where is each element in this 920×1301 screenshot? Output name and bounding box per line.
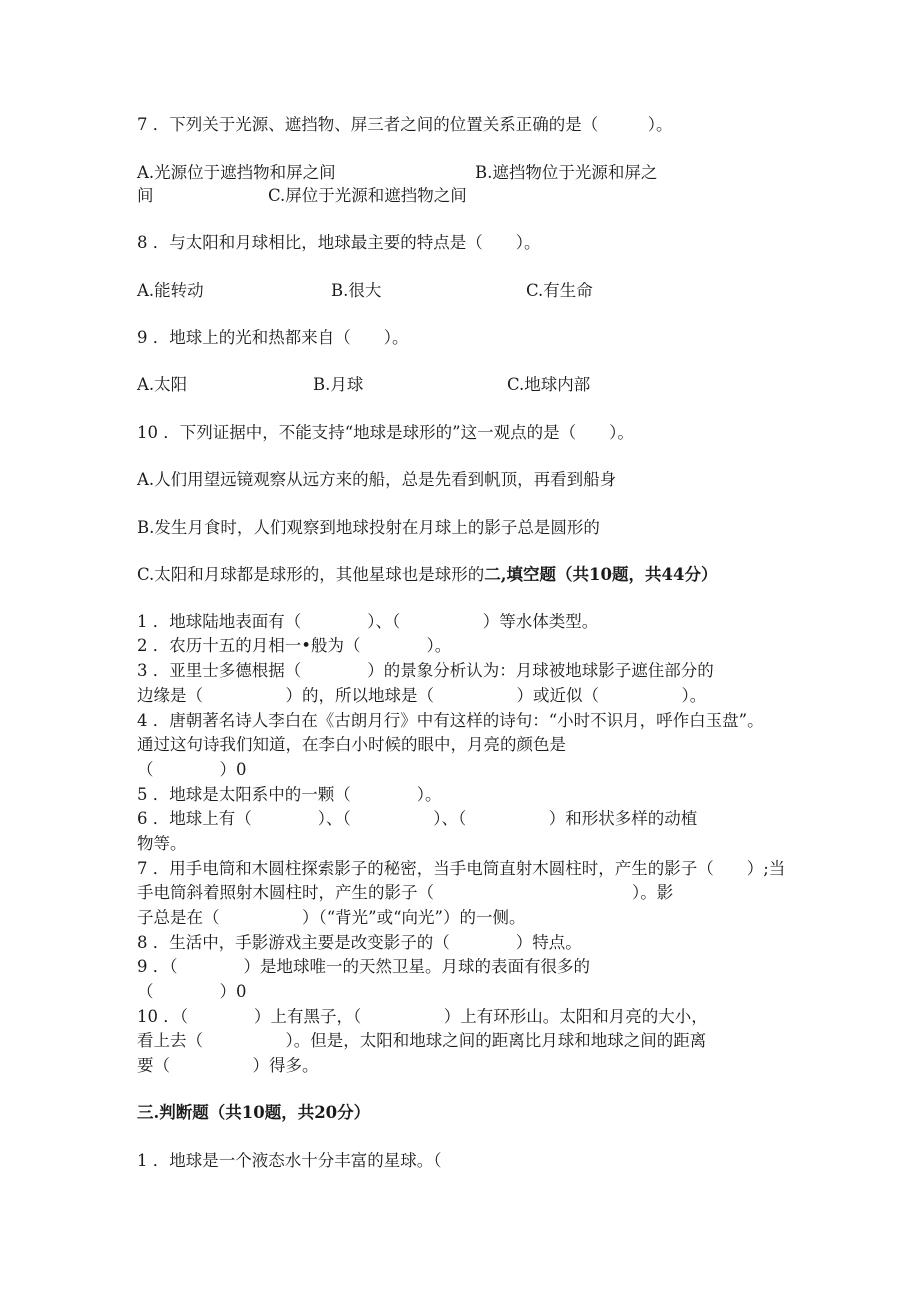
question-7-option-a: A.光源位于遮挡物和屏之间 [137,163,336,182]
question-9-option-c: C.地球内部 [507,375,591,394]
fill-line-5: 4 ．唐朝著名诗人李白在《古朗月行》中有这样的诗句：“小时不识月，呼作白玉盘”。 [137,711,764,730]
fill-line-19: 要（ ）得多。 [137,1056,319,1075]
section-3-heading: 三.判断题（共10题，共20分） [137,1103,371,1122]
question-10-option-b: B.发生月食时，人们观察到地球投射在月球上的影子总是圆形的 [137,518,600,537]
fill-line-14: 8 ．生活中，手影游戏主要是改变影子的（ ）特点。 [137,933,582,952]
fill-line-1: 1 ．地球陆地表面有（ ）、（ ）等水体类型。 [137,612,599,631]
fill-line-6: 通过这句诗我们知道，在李白小时候的眼中，月亮的颜色是 [137,735,566,754]
question-7-option-b-tail: 间 [137,186,154,205]
question-10-option-a: A.人们用望远镜观察从远方来的船，总是先看到帆顶，再看到船身 [137,470,617,489]
fill-line-7: （ ）0 [137,760,247,779]
fill-line-18: 看上去（ ）。但是，太阳和地球之间的距离比月球和地球之间的距离 [137,1031,707,1050]
question-10-stem: 10 ．下列证据中，不能支持“地球是球形的”这一观点的是（ ）。 [137,423,634,442]
fill-line-3: 3 ．亚里士多德根据（ ）的景象分析认为：月球被地球影子遮住部分的 [137,661,714,680]
question-9-stem: 9 ．地球上的光和热都来自（ ）。 [137,328,409,347]
fill-line-16: （ ）0 [137,982,247,1001]
question-10-option-c-line [137,564,717,586]
fill-line-15: 9 ．（ ）是地球唯一的天然卫星。月球的表面有很多的 [137,957,590,976]
section-2-heading: 二,填空题（共10题，共44分） [484,565,718,584]
question-8-option-c: C.有生命 [526,281,593,300]
question-9-option-b: B.月球 [313,375,364,394]
fill-line-9: 6 ．地球上有（ ）、（ ）、（ ）和形状多样的动植 [137,809,698,828]
judge-line-1: 1 ．地球是一个液态水十分丰富的星球。（ [137,1151,442,1170]
fill-line-10: 物等。 [137,834,187,853]
fill-line-17: 10 ．（ ）上有黑子，（ ）上有环形山。太阳和月亮的大小， [137,1007,708,1026]
question-7-option-c: C.屏位于光源和遮挡物之间 [268,186,467,205]
fill-line-2: 2 ．农历十五的月相一•般为（ ）。 [137,636,452,655]
question-7-option-b: B.遮挡物位于光源和屏之 [475,163,658,182]
question-9-option-a: A.太阳 [137,375,188,394]
question-8-option-b: B.很大 [331,281,382,300]
question-8-option-a: A.能转动 [137,281,204,300]
fill-line-8: 5 ．地球是太阳系中的一颗（ ）。 [137,785,442,804]
fill-line-12: 手电筒斜着照射木圆柱时，产生的影子（ ）。影 [137,883,674,902]
question-10-option-c: C.太阳和月球都是球形的，其他星球也是球形的 [137,565,485,584]
question-7-stem: 7 ．下列关于光源、遮挡物、屏三者之间的位置关系正确的是（ ）。 [137,115,673,134]
fill-line-11: 7 ．用手电筒和木圆柱探索影子的秘密，当手电筒直射木圆柱时，产生的影子（ ）;当 [137,859,786,878]
fill-line-4: 边缘是（ ）的，所以地球是（ ）或近似（ ）。 [137,686,707,705]
question-8-stem: 8 ．与太阳和月球相比，地球最主要的特点是（ ）。 [137,233,541,252]
fill-line-13: 子总是在（ ）（“背光”或“向光”）的一侧。 [137,908,526,927]
